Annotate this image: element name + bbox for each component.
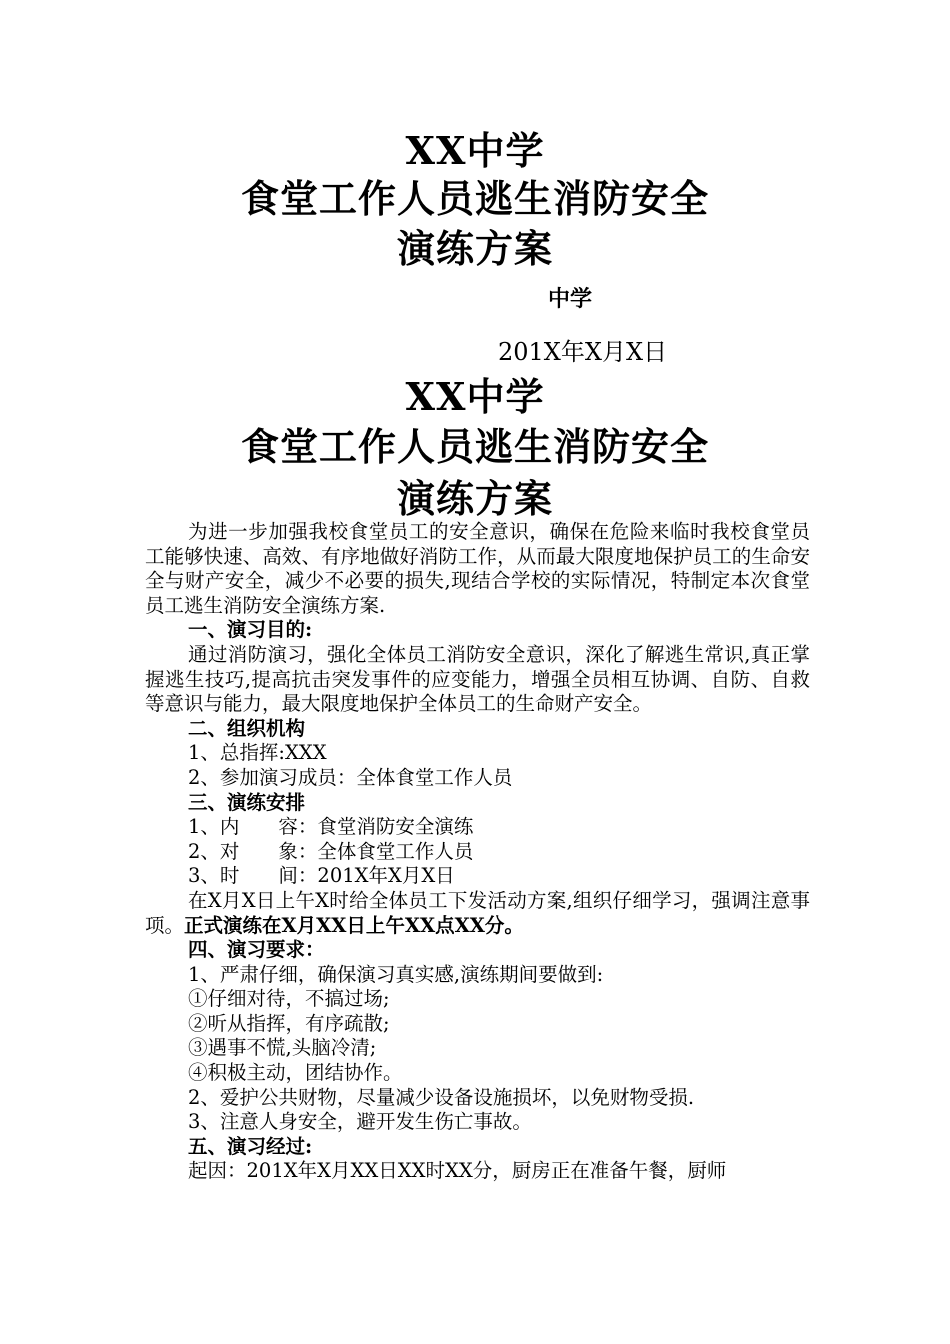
section4-sub4: ④积极主动，团结协作。 <box>188 1061 403 1085</box>
doc-title-line2: 演练方案 <box>396 476 553 521</box>
cover-date: 201X年X月X日 <box>498 338 668 366</box>
section4-heading: 四、演习要求： <box>188 938 325 962</box>
intro-paragraph: 为进一步加强我校食堂员工的安全意识，确保在危险来临时我校食堂员工能够快速、高效、有序地做好消防工作，从而最大限度地保护员工的生命安全与财产安全，减少不必要的损失,现结合学校的实际情况，特制定本次食堂员工逃生消防安全演练方案. <box>145 520 810 617</box>
section3-paragraph-normal: 在X月X日上午X时给全体员工下发活动方案,组织仔细学习，强调注意事项。 <box>145 888 810 937</box>
section1-text: 通过消防演习，强化全体员工消防安全意识，深化了解逃生常识,真正掌握逃生技巧,提高抗击突发事件的应变能力，增强全员相互协调、自防、自救等意识与能力，最大限度地保护全体员工的生命财产安全。 <box>145 642 810 716</box>
document-body <box>145 520 810 1184</box>
section4-sub3: ③遇事不慌,头脑冷清; <box>188 1036 377 1060</box>
section4-item2: 2、爱护公共财物，尽量减少设备设施损坏，以免财物受损. <box>188 1085 695 1109</box>
section4-sub1: ①仔细对待，不搞过场; <box>188 987 390 1011</box>
section3-paragraph <box>145 889 810 938</box>
section3-item1: 1、内 容：食堂消防安全演练 <box>188 815 474 839</box>
section2-heading: 二、组织机构 <box>188 716 306 740</box>
section2-item1: 1、总指挥:XXX <box>188 741 327 765</box>
section2-item2: 2、参加演习成员：全体食堂工作人员 <box>188 765 513 789</box>
cover-title-line1: 食堂工作人员逃生消防安全 <box>240 176 709 221</box>
doc-title-line1: 食堂工作人员逃生消防安全 <box>240 424 709 469</box>
section3-item3: 3、时 间：201X年X月X日 <box>188 864 455 888</box>
section4-item1: 1、严肃仔细，确保演习真实感,演练期间要做到: <box>188 962 604 986</box>
section3-paragraph-bold: 正式演练在X月XX日上午XX点XX分。 <box>184 913 524 937</box>
section4-item3: 3、注意人身安全，避开发生伤亡事故。 <box>188 1110 532 1134</box>
cover-title-line2: 演练方案 <box>396 226 553 271</box>
cover-org: 中学 <box>548 286 593 312</box>
section3-heading: 三、演练安排 <box>188 790 306 814</box>
section5-heading: 五、演习经过: <box>188 1134 313 1158</box>
section4-sub2: ②听从指挥，有序疏散; <box>188 1011 390 1035</box>
section5-text: 起因：201X年X月XX日XX时XX分，厨房正在准备午餐，厨师 <box>188 1159 727 1183</box>
doc-school-title: XX中学 <box>405 374 545 419</box>
section3-item2: 2、对 象：全体食堂工作人员 <box>188 839 474 863</box>
section1-heading: 一、演习目的: <box>188 618 313 642</box>
cover-school-title: XX中学 <box>405 128 545 173</box>
